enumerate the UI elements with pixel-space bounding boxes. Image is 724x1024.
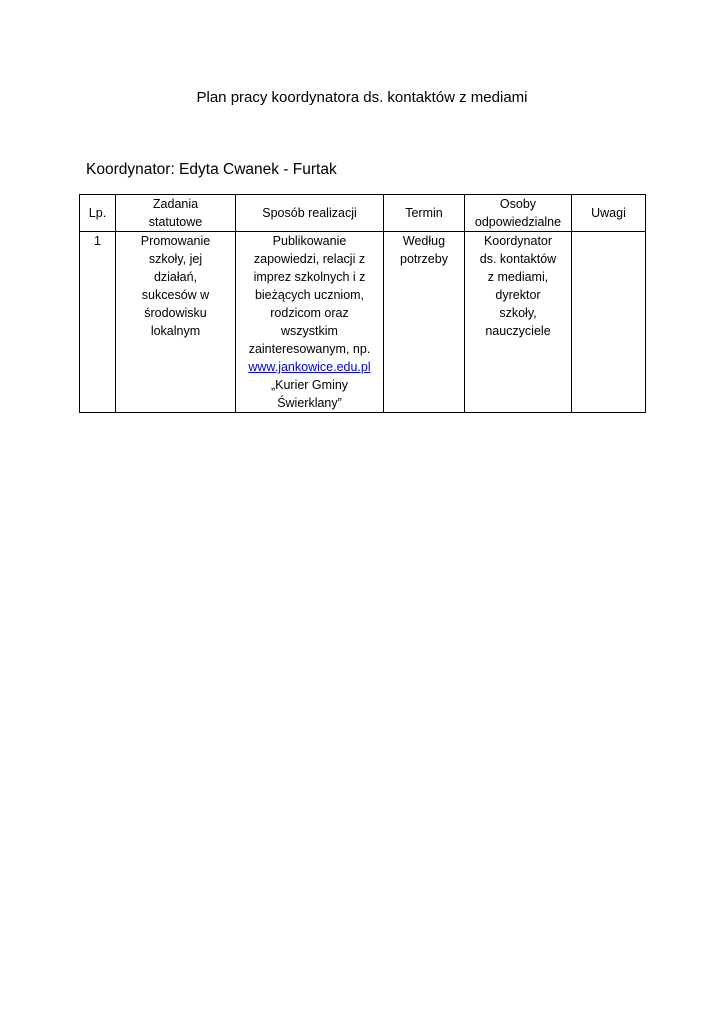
cell-zadania-line: Promowanie (140, 234, 211, 248)
table-row (80, 232, 646, 413)
page-title: Plan pracy koordynatora ds. kontaktów z mediami (196, 89, 528, 106)
cell-termin (384, 232, 465, 413)
cell-termin-line: potrzeby (400, 252, 448, 266)
cell-sposob-line: Publikowanie (272, 234, 347, 248)
header-sposob: Sposób realizacji (236, 195, 384, 232)
cell-osoby-line: ds. kontaktów (479, 252, 557, 266)
header-zadania-line: statutowe (148, 215, 203, 229)
cell-osoby-line: nauczyciele (485, 324, 551, 338)
cell-sposob-line: Świerklany” (277, 396, 342, 410)
cell-osoby (465, 232, 572, 413)
cell-termin-line: Według (402, 234, 446, 248)
cell-sposob-line: imprez szkolnych i z (253, 270, 366, 284)
cell-sposob-line: „Kurier Gminy (270, 378, 349, 392)
cell-osoby-line: z mediami, (487, 270, 549, 284)
cell-sposob-line: wszystkim (281, 324, 338, 338)
header-zadania (116, 195, 236, 232)
cell-zadania-line: lokalnym (150, 324, 201, 338)
cell-zadania (116, 232, 236, 413)
cell-zadania-line: sukcesów w (141, 288, 210, 302)
cell-sposob (236, 232, 384, 413)
header-zadania-line: Zadania (152, 197, 199, 211)
cell-zadania-line: działań, (153, 270, 198, 284)
table-header-row (80, 195, 646, 232)
cell-uwagi (572, 232, 646, 413)
cell-sposob-line: zapowiedzi, relacji z (253, 252, 366, 266)
cell-sposob-line: rodzicom oraz (270, 306, 349, 320)
header-lp: Lp. (80, 195, 116, 232)
cell-osoby-line: szkoły, (499, 306, 537, 320)
header-osoby-line: odpowiedzialne (474, 215, 562, 229)
website-link[interactable]: www.jankowice.edu.pl (248, 360, 371, 374)
cell-zadania-line: szkoły, jej (148, 252, 203, 266)
cell-zadania-line: środowisku (144, 306, 207, 320)
cell-osoby-line: dyrektor (495, 288, 541, 302)
header-termin: Termin (384, 195, 465, 232)
plan-table (79, 194, 646, 413)
cell-sposob-line: zainteresowanym, np. (248, 342, 371, 356)
header-osoby-line: Osoby (499, 197, 537, 211)
coordinator-line: Koordynator: Edyta Cwanek - Furtak (86, 161, 337, 178)
cell-osoby-line: Koordynator (483, 234, 553, 248)
cell-sposob-line: bieżących uczniom, (254, 288, 365, 302)
header-uwagi: Uwagi (572, 195, 646, 232)
cell-lp: 1 (80, 232, 116, 413)
header-osoby (465, 195, 572, 232)
